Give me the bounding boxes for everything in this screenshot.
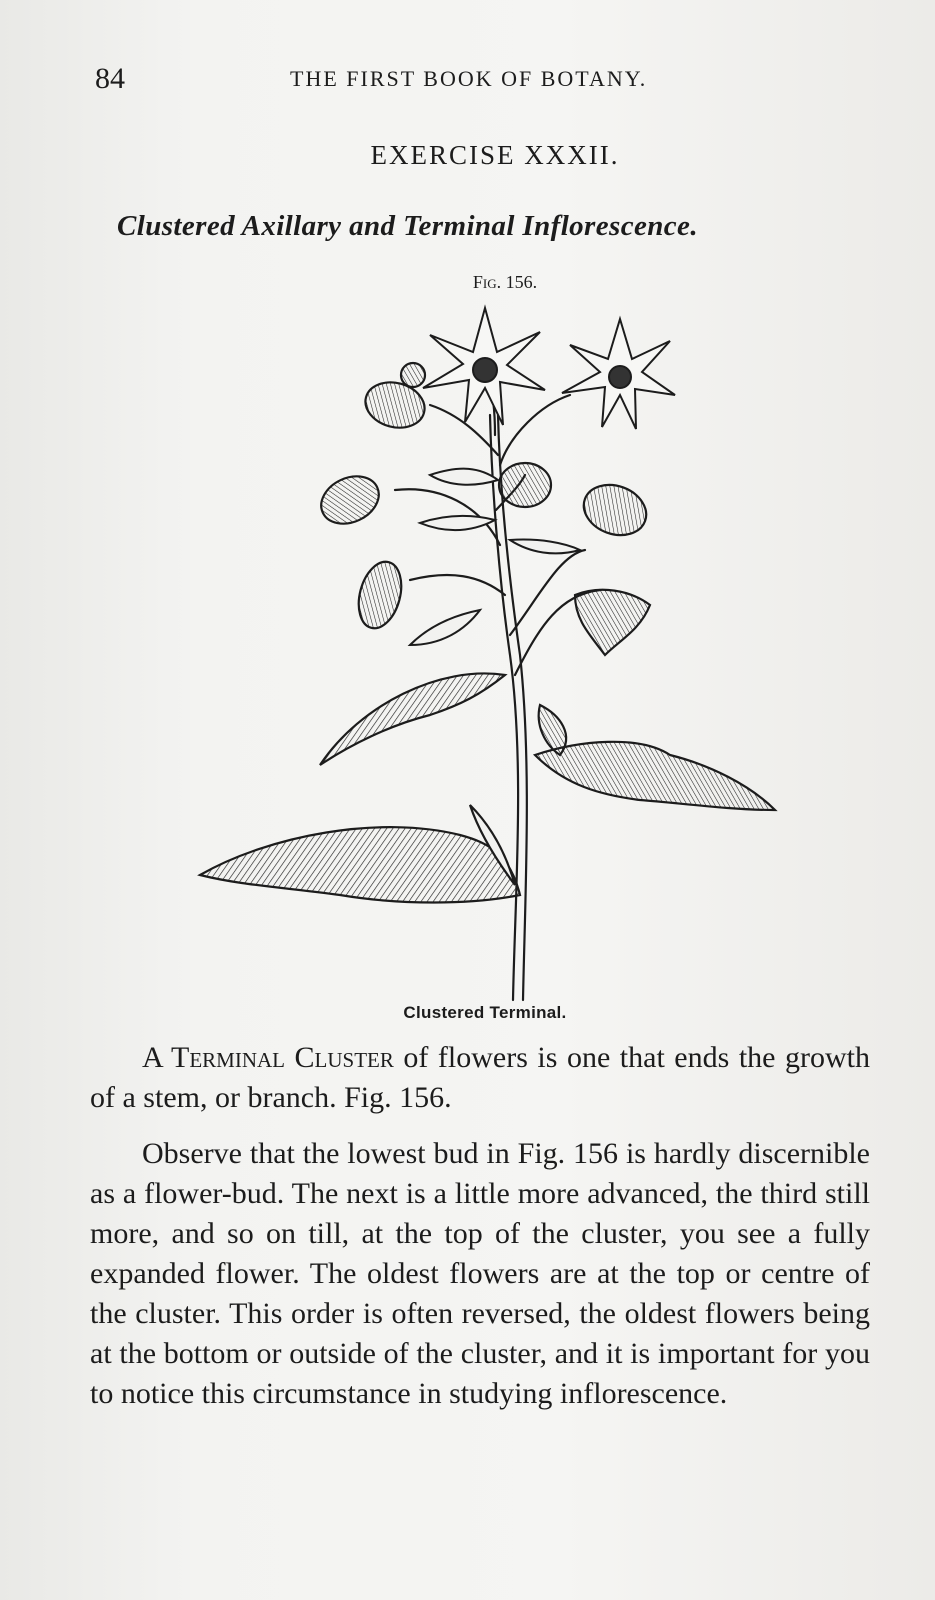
figure-label-text: Fig. 156. [472, 272, 538, 292]
running-head: THE FIRST BOOK OF BOTANY. [290, 66, 648, 91]
figure-label [0, 272, 935, 293]
figure-caption: Clustered Terminal. [403, 1003, 567, 1022]
defined-term: A Terminal Cluster [142, 1041, 394, 1074]
borage-plant-illustration [180, 295, 800, 1015]
page-number: 84 [95, 62, 125, 95]
paragraph-2 [90, 1134, 870, 1414]
exercise-title: EXERCISE XXXII. [370, 140, 620, 170]
paragraph-1-text: of flowers is one that ends the growth of a stem, or branch. Fig. 156. [90, 1041, 870, 1114]
paragraph-1 [90, 1038, 870, 1118]
paragraph-2-text: Observe that the lowest bud in Fig. 156 is hardly discernible as a flower-bud. The next is a little more advanced, the third still more, and so on till, at the top of the cluster, you see a fully expanded flower. The oldest flowers are at the top or centre of the cluster. This order is often reversed, the oldest flowers being at the bottom or outside of the cluster, and it is important for you to notice this circumstance in studying inflorescence. [90, 1137, 870, 1410]
section-title: Clustered Axillary and Terminal Inflorescence. [117, 210, 698, 242]
